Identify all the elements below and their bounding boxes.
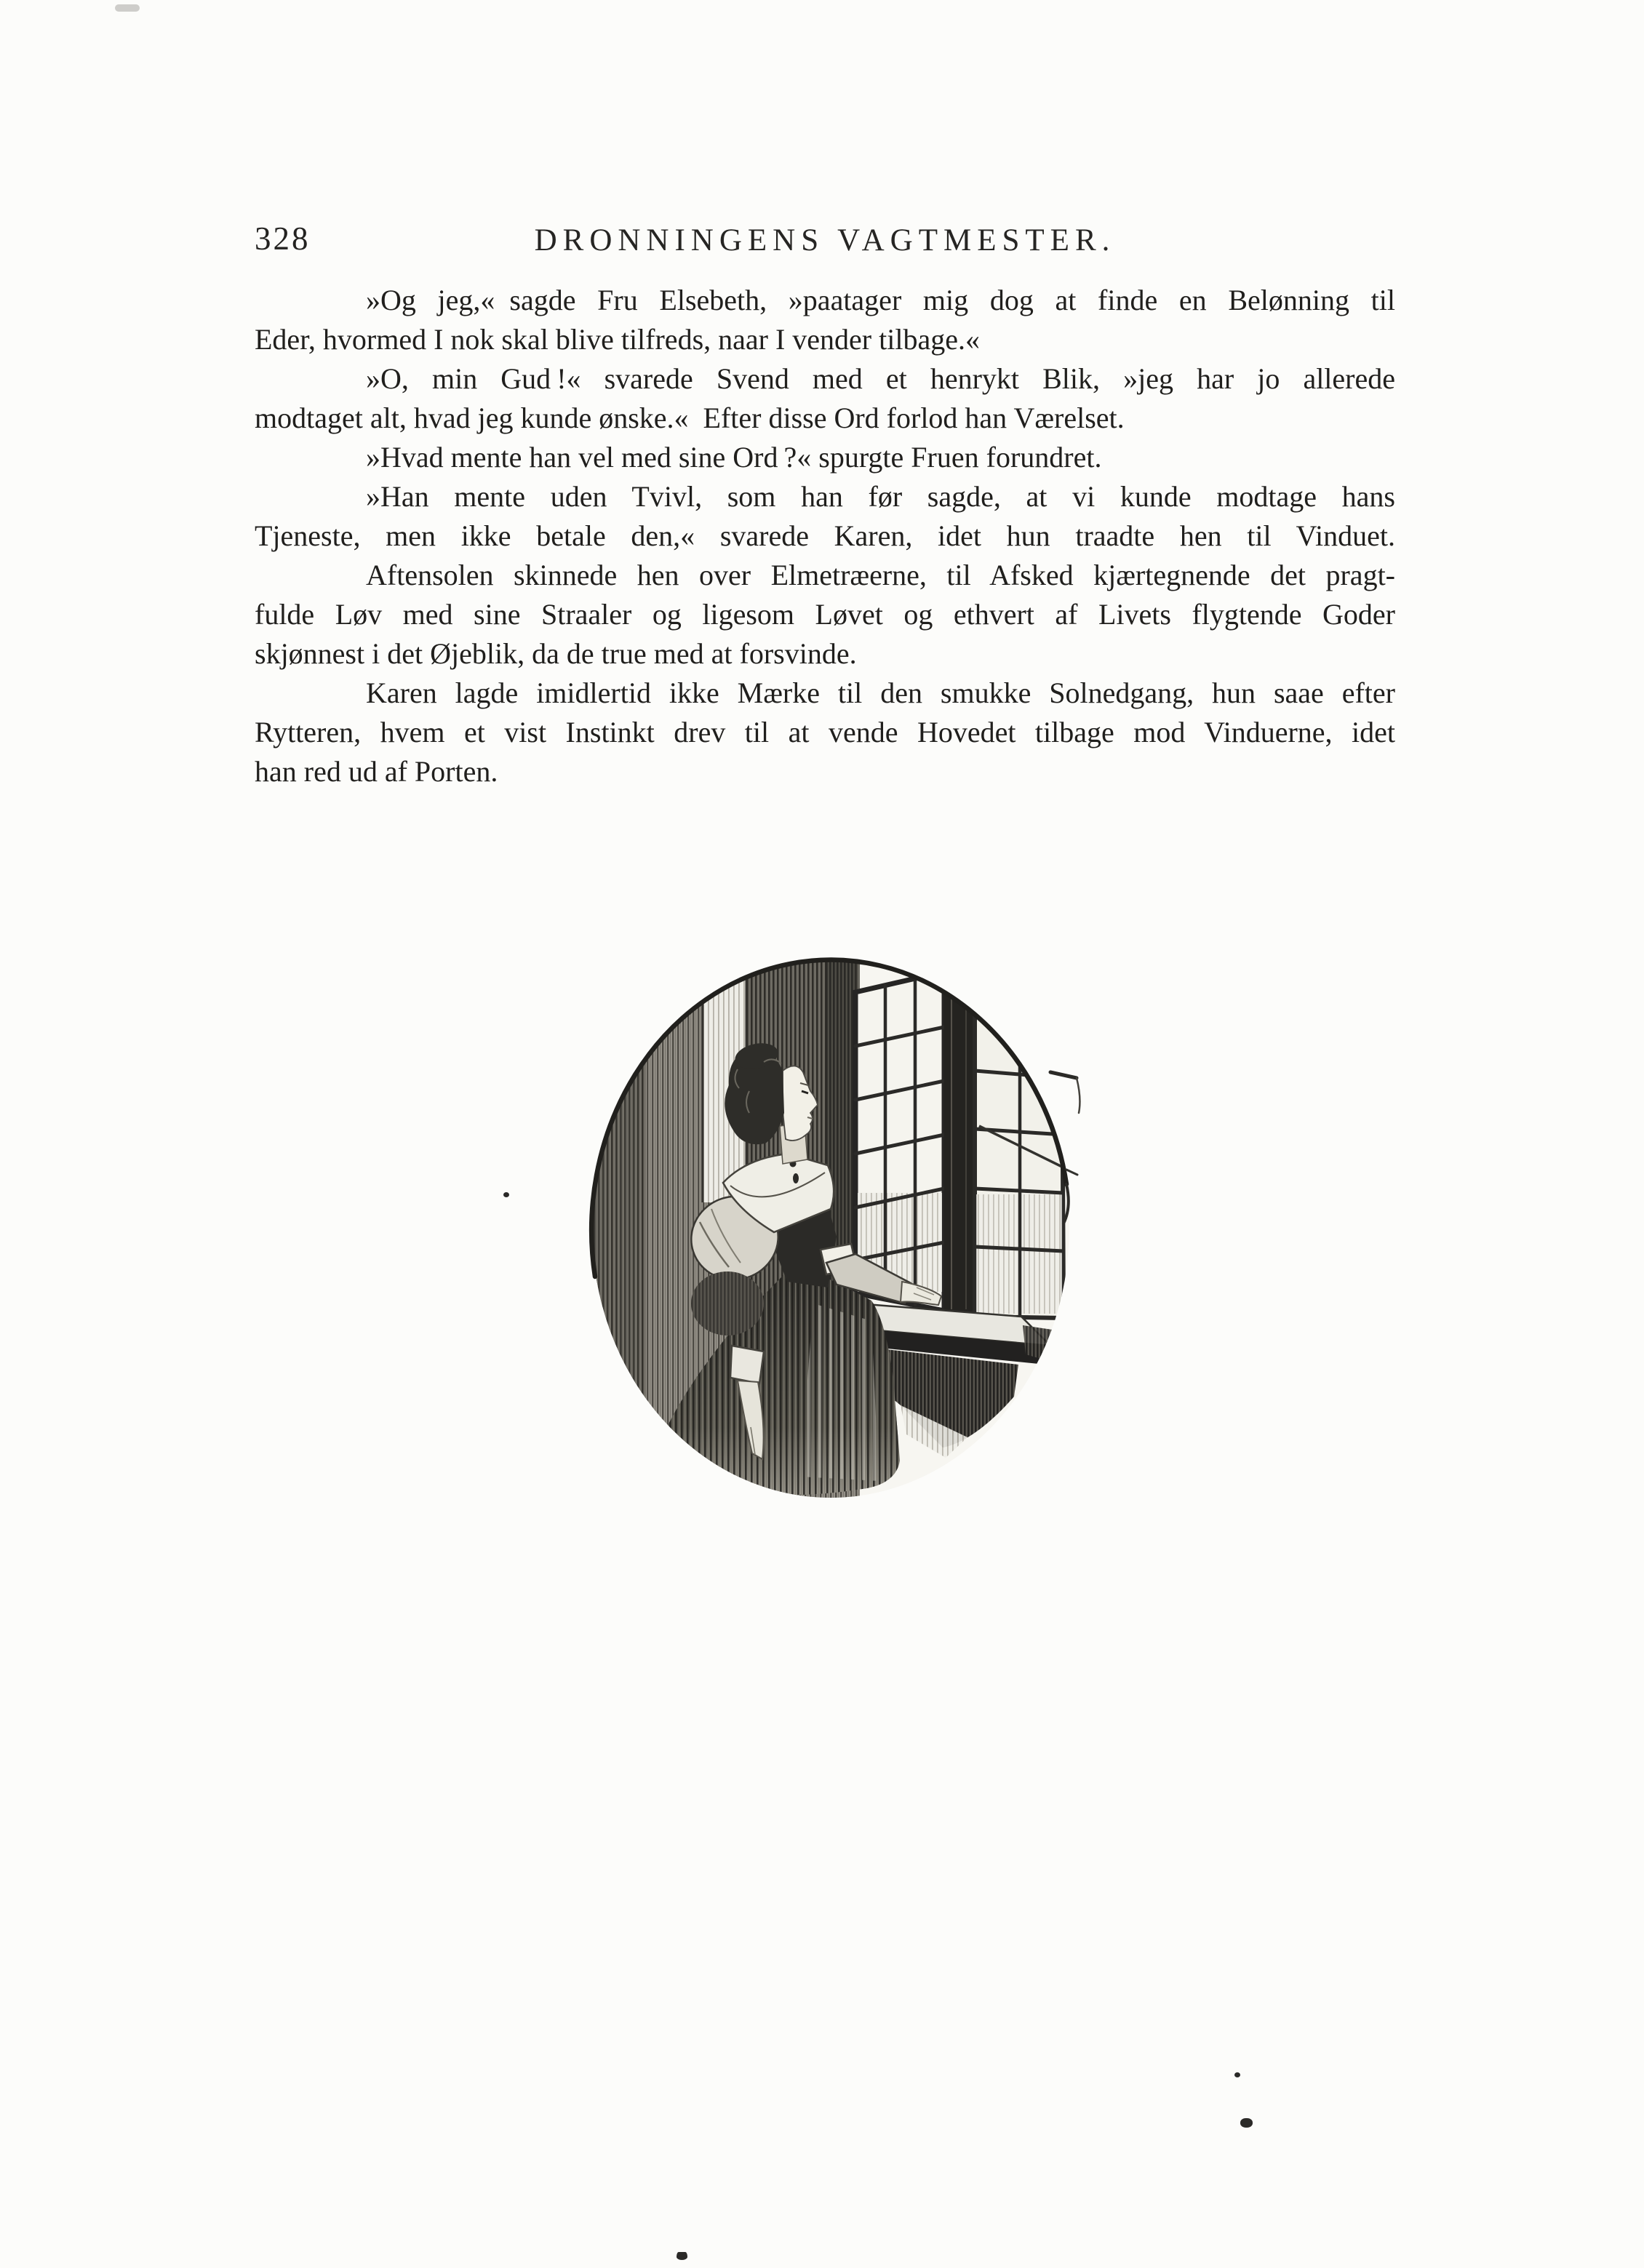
text-line: Aftensolen skinnede hen over Elmetræerne, til Afsked kjærtegnende det pragt- <box>366 559 1395 591</box>
ink-speck <box>677 2252 687 2260</box>
window-centre-post <box>944 951 975 1315</box>
text-line: »Og jeg,« sagde Fru Elsebeth, »paatager mig dog at finde en Belønning til <box>366 284 1395 316</box>
ink-speck <box>1234 2072 1240 2077</box>
text-line: »O, min Gud !« svarede Svend med et henrykt Blik, »jeg har jo allerede <box>366 362 1395 395</box>
text-line: fulde Løv med sine Straaler og ligesom Løvet og ethvert af Livets flygtende Goder <box>255 598 1395 631</box>
text-line: »Hvad mente han vel med sine Ord ?« spurgte Fruen forundret. <box>366 441 1102 474</box>
page-number: 328 <box>255 220 311 257</box>
running-header: DRONNINGENS VAGTMESTER. <box>534 223 1116 257</box>
ink-speck <box>1240 2118 1253 2128</box>
text-line: Eder, hvormed I nok skal blive tilfreds, naar I vender tilbage.« <box>255 323 980 356</box>
text-line: modtaget alt, hvad jeg kunde ønske.« Efter disse Ord forlod han Værelset. <box>255 402 1125 434</box>
illustration-woman-at-window <box>567 943 1084 1517</box>
body-text <box>255 281 1395 791</box>
open-casement-window <box>855 972 944 1311</box>
text-line: skjønnest i det Øjeblik, da de true med at forsvinde. <box>255 637 857 670</box>
ink-speck <box>503 1192 509 1197</box>
text-line: Tjeneste, men ikke betale den,« svarede Karen, idet hun traadte hen til Vinduet. <box>255 519 1395 552</box>
text-line: han red ud af Porten. <box>255 755 498 788</box>
text-line: Rytteren, hvem et vist Instinkt drev til at vende Hovedet tilbage mod Vinduerne, idet <box>255 716 1395 748</box>
fixed-window-sash <box>975 1013 1064 1318</box>
text-line: Karen lagde imidlertid ikke Mærke til den smukke Solnedgang, hun saae efter <box>366 676 1395 709</box>
scan-smudge <box>115 4 140 12</box>
text-line: »Han mente uden Tvivl, som han før sagde, at vi kunde modtage hans <box>366 480 1395 513</box>
pendant <box>793 1173 799 1183</box>
